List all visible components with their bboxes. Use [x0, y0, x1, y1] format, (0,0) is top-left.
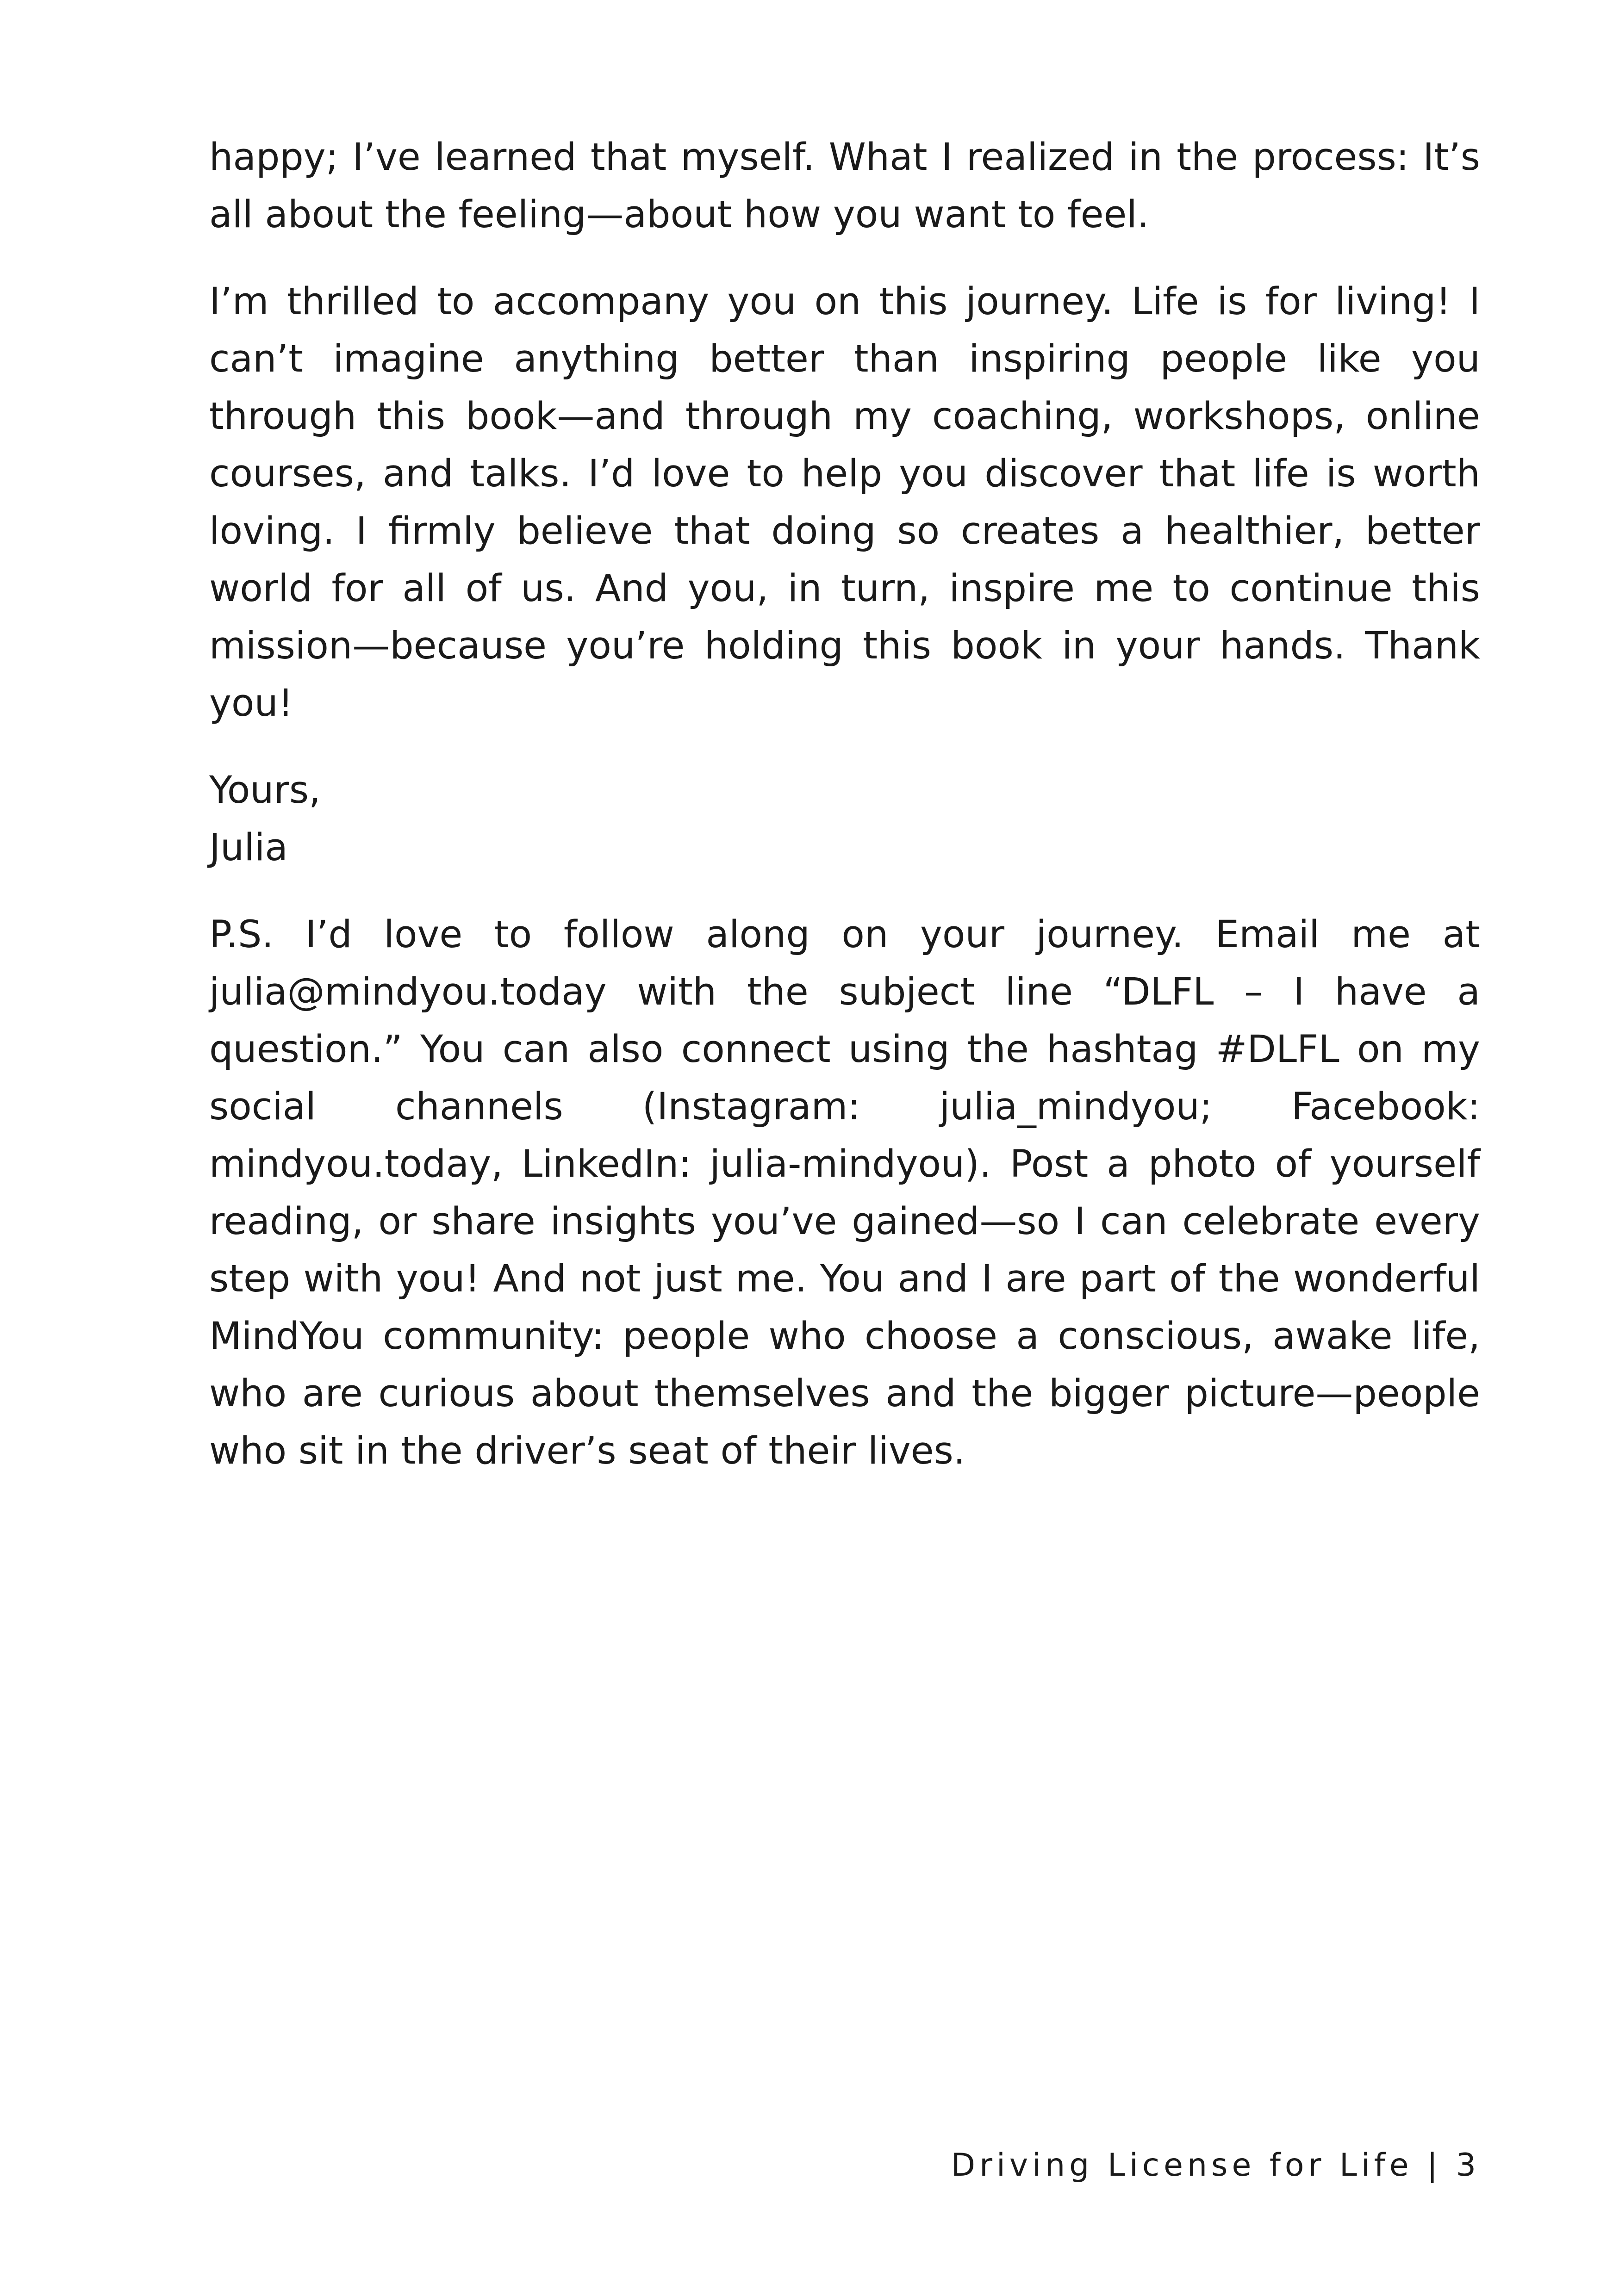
paragraph-feeling: happy; I’ve learned that myself. What I realized in the process: It’s all about the feeling—about how you want to feel. [209, 136, 1480, 236]
running-footer: Driving License for Life | 3 [951, 2147, 1480, 2184]
paragraph-journey: I’m thrilled to accompany you on this journey. Life is for living! I can’t imagine anything better than inspiring people like you through this book—and through my coaching, workshops, online courses, and talks. I’d love to help you discover that life is worth loving. I firmly believe that doing so creates a healthier, better world for all of us. And you, in turn, inspire me to continue this mission—because you’re holding this book in your hands. Thank you! [209, 280, 1480, 725]
postscript-paragraph: P.S. I’d love to follow along on your journey. Email me at julia@mindyou.today with the subject line “DLFL – I have a question.” You can also connect using the hashtag #DLFL on my social channels (Instagram: julia_mindyou; Facebook: mindyou.today, LinkedIn: julia-mindyou). Post a photo of yourself reading, or share insights you’ve gained—so I can celebrate every step with you! And not just me. You and I are part of the wonderful MindYou community: people who choose a conscious, awake life, who are curious about themselves and the bigger picture—people who sit in the driver’s seat of their lives. [209, 913, 1480, 1473]
closing-salutation: Yours, [209, 769, 321, 812]
author-signature: Julia [209, 826, 288, 869]
page-body [209, 129, 1480, 1509]
letter-closing [209, 762, 1480, 876]
